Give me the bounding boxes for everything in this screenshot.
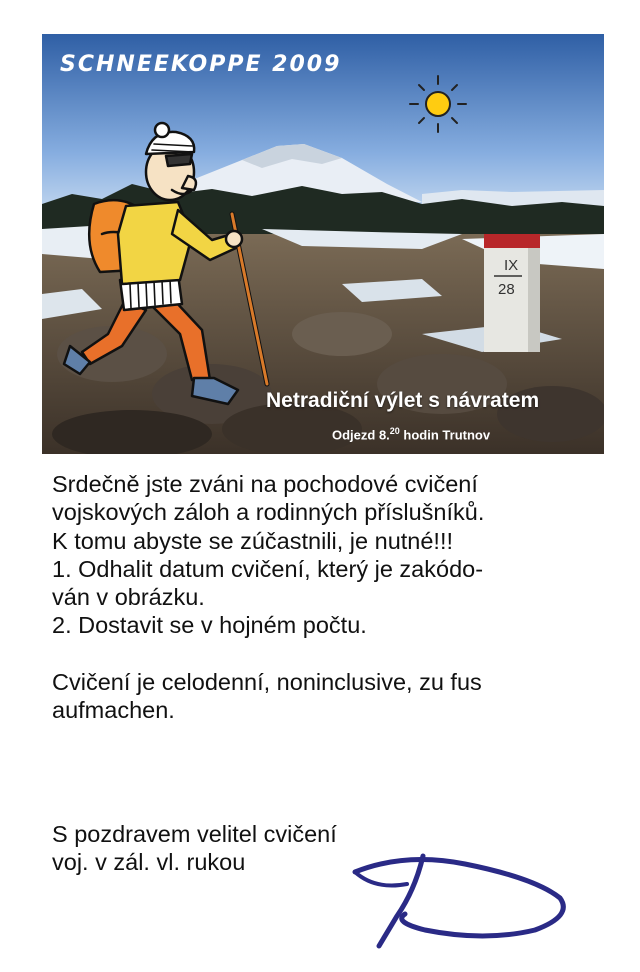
closing-line: voj. v zál. vl. rukou	[52, 849, 246, 876]
poster-photo	[42, 34, 604, 454]
sun-icon	[410, 76, 466, 132]
invitation-line: ván v obrázku.	[52, 584, 205, 611]
invitation-line: 2. Dostavit se v hojném počtu.	[52, 612, 367, 639]
invitation-line: 1. Odhalit datum cvičení, který je zakódo-	[52, 555, 484, 582]
invitation-line: vojskových záloh a rodinných příslušníků.	[52, 499, 485, 526]
poster-subtitle: Netradiční výlet s návratem	[266, 389, 540, 412]
poster-title: SCHNEEKOPPE 2009	[60, 52, 342, 77]
paragraph-gap	[52, 640, 622, 668]
note-line: Cvičení je celodenní, noninclusive, zu fus	[52, 668, 482, 695]
note-line: aufmachen.	[52, 697, 175, 724]
border-milestone	[484, 234, 540, 352]
invitation-line: Srdečně jste zváni na pochodové cvičení	[52, 471, 478, 497]
closing-line: S pozdravem velitel cvičení	[52, 821, 337, 847]
milestone-mark-bottom: 28	[498, 281, 515, 298]
departure-prefix: Odjezd 8.	[332, 427, 390, 443]
closing-block	[52, 820, 337, 877]
invitation-text	[52, 470, 622, 724]
departure-minutes: 20	[389, 426, 400, 436]
departure-suffix: hodin Trutnov	[399, 427, 491, 443]
handwritten-signature	[345, 850, 575, 955]
departure-info	[332, 426, 490, 442]
milestone-mark-top: IX	[504, 257, 519, 274]
invitation-line: K tomu abyste se zúčastnili, je nutné!!!	[52, 527, 454, 554]
signature-stroke	[345, 850, 575, 950]
